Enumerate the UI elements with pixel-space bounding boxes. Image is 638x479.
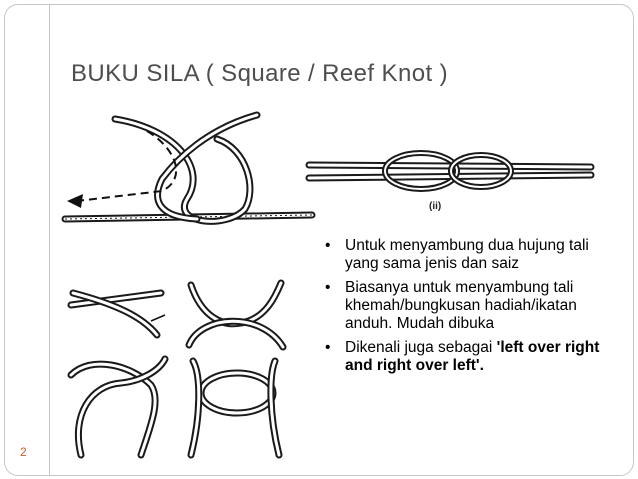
slide-frame	[4, 4, 634, 476]
reef-knot-steps-illustration	[61, 275, 306, 465]
bullet-text: Untuk menyambung dua hujung tali yang sama jenis dan saiz	[345, 237, 589, 272]
figure-label: (ii)	[429, 201, 442, 212]
bullet-text: Dikenali juga sebagai	[345, 339, 497, 356]
bullet-list	[319, 237, 609, 381]
bullet-text: Biasanya untuk menyambung tali khemah/bungkusan hadiah/ikatan anduh. Mudah dibuka	[345, 279, 577, 332]
bullet-item	[319, 339, 609, 375]
arrow-left-icon	[67, 194, 83, 208]
slide-title: BUKU SILA ( Square / Reef Knot )	[71, 60, 448, 87]
bullet-item	[319, 279, 609, 333]
bullet-item	[319, 237, 609, 273]
reef-knot-finished-illustration	[301, 145, 601, 215]
bullet-bold-text: 'left over right and right over left'.	[345, 339, 600, 374]
bullet-dot: •	[325, 339, 331, 356]
slide-left-rule	[49, 5, 50, 475]
bullet-dot: •	[325, 237, 331, 254]
slide-number: 2	[20, 445, 27, 459]
reef-knot-tying-illustration	[57, 109, 327, 239]
bullet-dot: •	[325, 279, 331, 296]
